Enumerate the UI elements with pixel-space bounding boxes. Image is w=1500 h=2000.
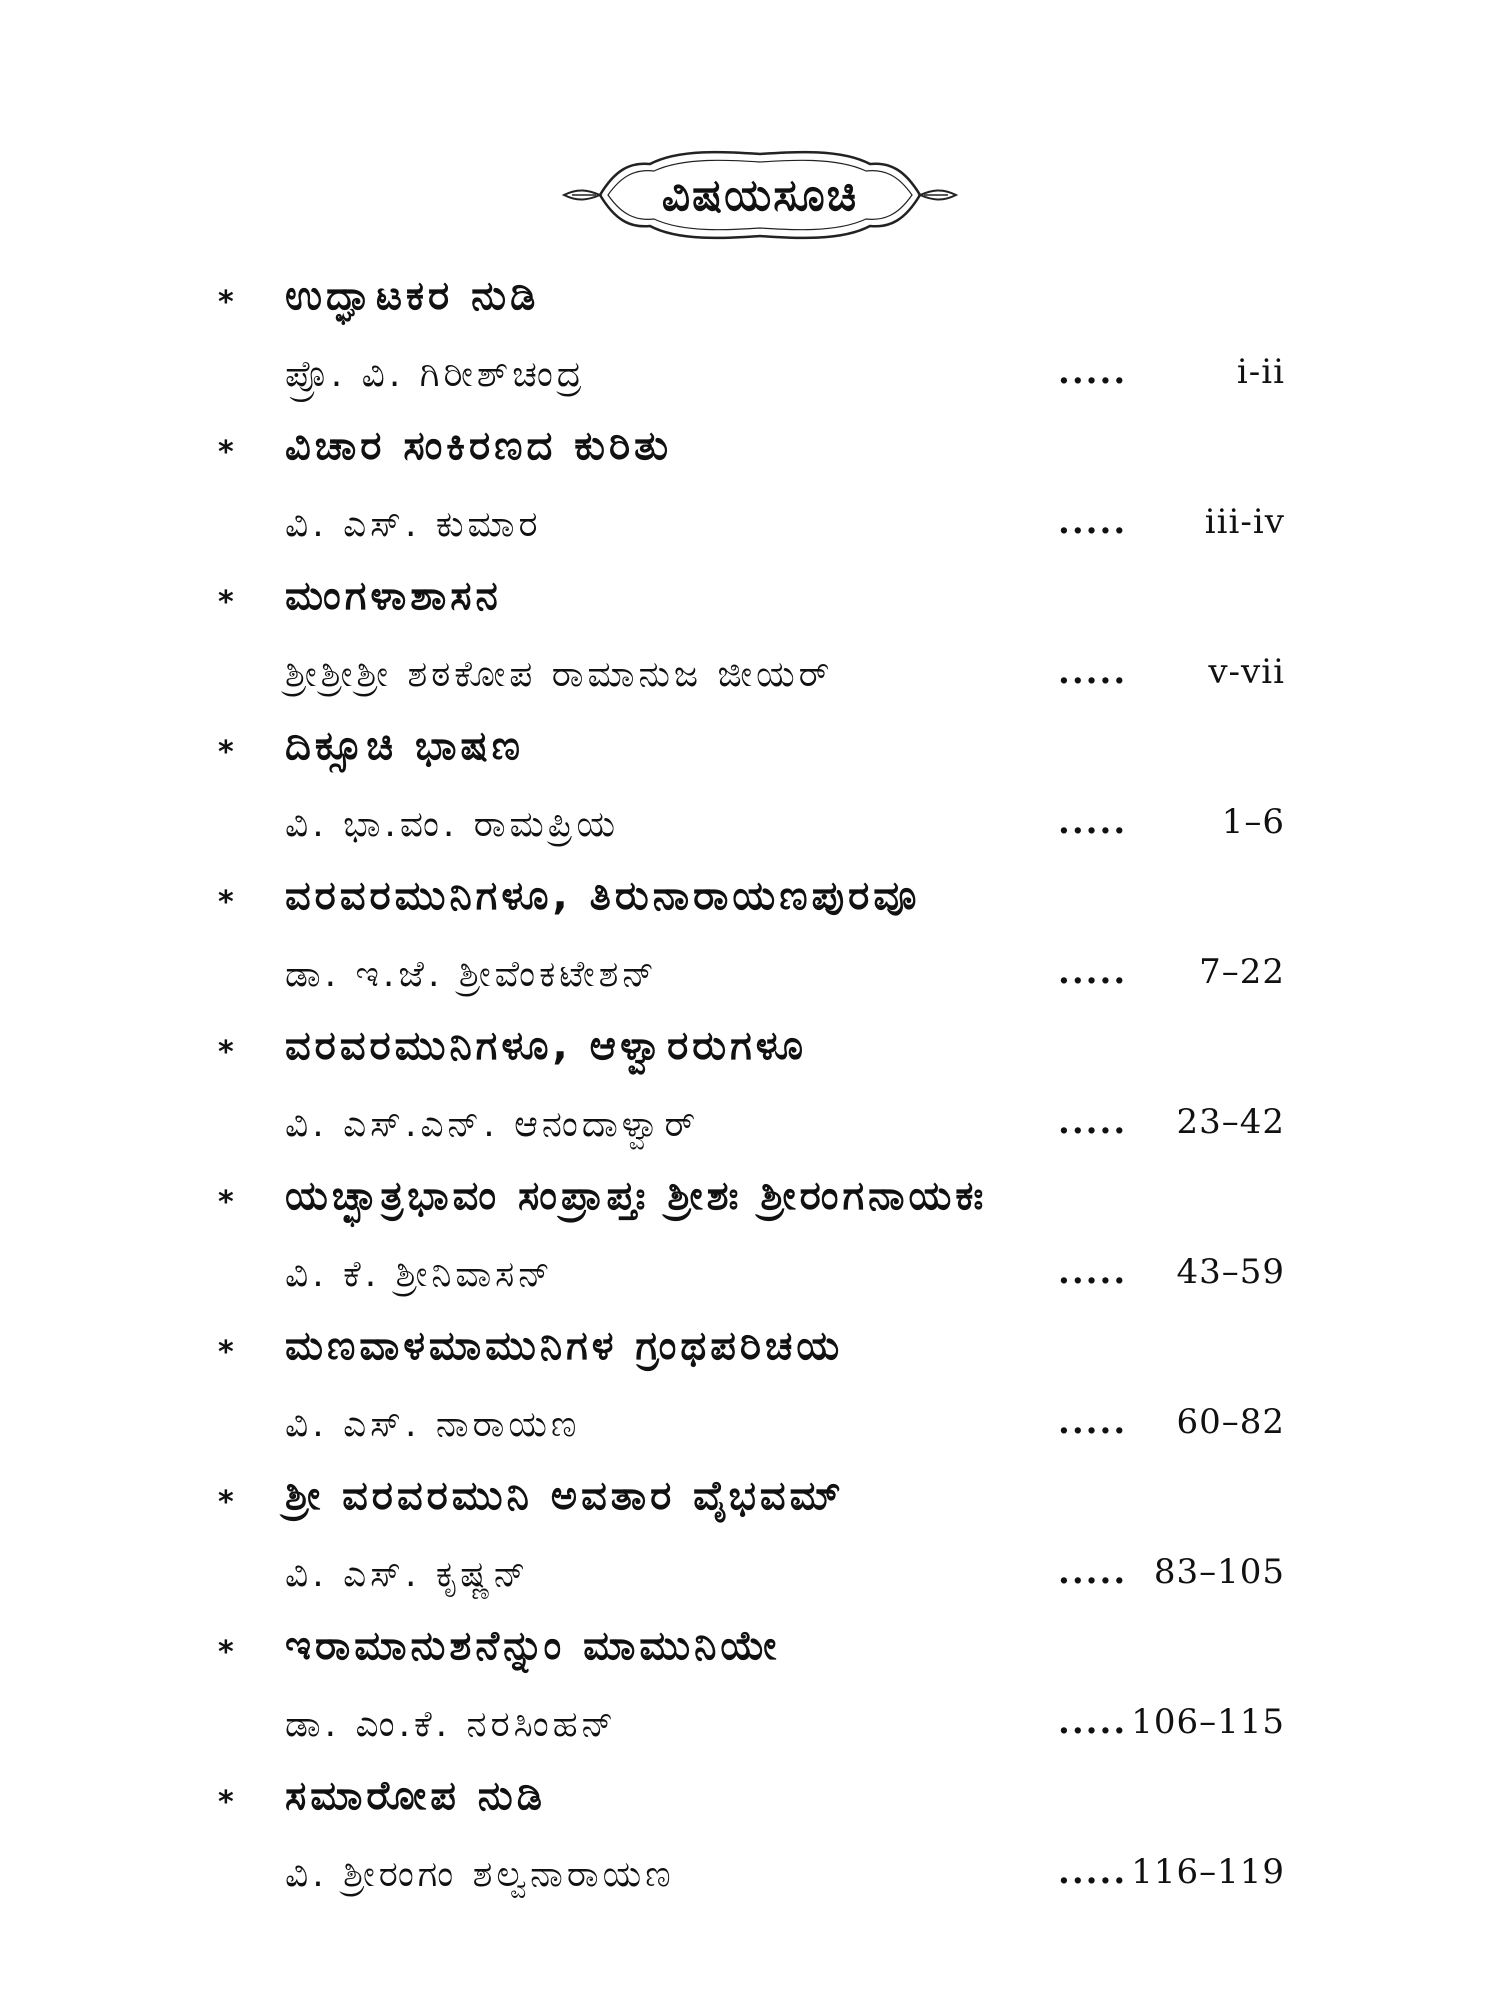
page-range: 116–119 (1131, 1852, 1285, 1892)
bullet-star-icon: * (218, 885, 234, 920)
entry-title: ಮಣವಾಳಮಾಮುನಿಗಳ ಗ್ರಂಥಪರಿಚಯ (285, 1323, 844, 1369)
dot-leader: ..... (1058, 1102, 1128, 1142)
bullet-star-icon: * (218, 1485, 234, 1520)
page-range: 1–6 (1221, 802, 1285, 842)
dot-leader: ..... (1058, 1552, 1128, 1592)
toc-entry (0, 1765, 1500, 1915)
dot-leader: ..... (1058, 502, 1128, 542)
entry-title-row (0, 1615, 1500, 1690)
page-range: 23–42 (1176, 1102, 1285, 1142)
toc-entry (0, 1165, 1500, 1315)
bullet-star-icon: * (218, 285, 234, 320)
page-title: ವಿಷಯಸೂಚಿ (661, 169, 859, 221)
entry-title-row (0, 1765, 1500, 1840)
page-range: 83–105 (1153, 1552, 1285, 1592)
entry-title: ಯಚ್ಛಾತ್ರಭಾವಂ ಸಂಪ್ರಾಪ್ತಃ ಶ್ರೀಶಃ ಶ್ರೀರಂಗನಾಯಕಃ (285, 1173, 988, 1219)
bullet-star-icon: * (218, 1785, 234, 1820)
entry-author-row (0, 1540, 1500, 1615)
toc-entry (0, 265, 1500, 415)
toc-entry (0, 1465, 1500, 1615)
bullet-star-icon: * (218, 585, 234, 620)
toc-entry (0, 415, 1500, 565)
page-range: i-ii (1236, 352, 1285, 392)
page-range: 7–22 (1199, 952, 1285, 992)
entry-title: ಶ್ರೀ ವರವರಮುನಿ ಅವತಾರ ವೈಭವಮ್ (285, 1473, 845, 1519)
entry-author: ಪ್ರೊ. ವಿ. ಗಿರೀಶ್‌ಚಂದ್ರ (285, 354, 586, 395)
toc-list (0, 265, 1500, 1915)
entry-title: ಉದ್ಘಾಟಕರ ನುಡಿ (285, 273, 540, 319)
entry-title: ಇರಾಮಾನುಶನೆನ್ನುಂ ಮಾಮುನಿಯೇ (285, 1623, 781, 1669)
entry-author-row (0, 1840, 1500, 1915)
page-range: iii-iv (1204, 502, 1285, 542)
entry-author-row (0, 1390, 1500, 1465)
entry-title-row (0, 865, 1500, 940)
entry-title: ಸಮಾರೋಪ ನುಡಿ (285, 1773, 546, 1819)
entry-title-row (0, 1015, 1500, 1090)
bullet-star-icon: * (218, 1035, 234, 1070)
dot-leader: ..... (1058, 1402, 1128, 1442)
entry-author: ವಿ. ಕೆ. ಶ್ರೀನಿವಾಸನ್ (285, 1254, 554, 1295)
heading-frame (560, 140, 960, 250)
entry-title-row (0, 1465, 1500, 1540)
bullet-star-icon: * (218, 1635, 234, 1670)
toc-entry (0, 1015, 1500, 1165)
entry-title-row (0, 415, 1500, 490)
page-range: 60–82 (1176, 1402, 1285, 1442)
bullet-star-icon: * (218, 1185, 234, 1220)
toc-entry (0, 715, 1500, 865)
entry-author: ವಿ. ಎಸ್. ಕುಮಾರ (285, 504, 542, 545)
dot-leader: ..... (1058, 1852, 1128, 1892)
toc-entry (0, 1315, 1500, 1465)
entry-author-row (0, 790, 1500, 865)
entry-title: ವಿಚಾರ ಸಂಕಿರಣದ ಕುರಿತು (285, 423, 673, 469)
dot-leader: ..... (1058, 652, 1128, 692)
bullet-star-icon: * (218, 735, 234, 770)
page-range: 43–59 (1176, 1252, 1285, 1292)
entry-title-row (0, 1315, 1500, 1390)
entry-author: ಡಾ. ಇ.ಜೆ. ಶ್ರೀವೆಂಕಟೇಶನ್ (285, 954, 659, 995)
dot-leader: ..... (1058, 1702, 1128, 1742)
entry-author: ವಿ. ಎಸ್.ಎನ್. ಆನಂದಾಳ್ವಾರ್ (285, 1104, 700, 1145)
entry-title-row (0, 1165, 1500, 1240)
entry-author: ವಿ. ಭಾ.ವಂ. ರಾಮಪ್ರಿಯ (285, 804, 619, 845)
page-range: v-vii (1208, 652, 1285, 692)
entry-title-row (0, 265, 1500, 340)
entry-title: ದಿಕ್ಸೂಚಿ ಭಾಷಣ (285, 723, 525, 769)
entry-title-row (0, 565, 1500, 640)
page-range: 106–115 (1131, 1702, 1285, 1742)
entry-title-row (0, 715, 1500, 790)
entry-title: ವರವರಮುನಿಗಳೂ, ತಿರುನಾರಾಯಣಪುರವೂ (285, 873, 921, 919)
entry-author-row (0, 490, 1500, 565)
dot-leader: ..... (1058, 352, 1128, 392)
entry-author-row (0, 1090, 1500, 1165)
bullet-star-icon: * (218, 1335, 234, 1370)
dot-leader: ..... (1058, 1252, 1128, 1292)
toc-entry (0, 865, 1500, 1015)
entry-author-row (0, 1240, 1500, 1315)
dot-leader: ..... (1058, 952, 1128, 992)
entry-author: ವಿ. ಶ್ರೀರಂಗಂ ಶಲ್ವನಾರಾಯಣ (285, 1854, 675, 1895)
toc-entry (0, 565, 1500, 715)
entry-author: ಡಾ. ಎಂ.ಕೆ. ನರಸಿಂಹನ್ (285, 1704, 618, 1745)
entry-title: ಮಂಗಳಾಶಾಸನ (285, 573, 502, 619)
entry-author-row (0, 940, 1500, 1015)
entry-title: ವರವರಮುನಿಗಳೂ, ಆಳ್ವಾರರುಗಳೂ (285, 1023, 808, 1069)
toc-entry (0, 1615, 1500, 1765)
entry-author-row (0, 1690, 1500, 1765)
entry-author-row (0, 340, 1500, 415)
bullet-star-icon: * (218, 435, 234, 470)
entry-author-row (0, 640, 1500, 715)
entry-author: ಶ್ರೀಶ್ರೀಶ್ರೀ ಶಠಕೋಪ ರಾಮಾನುಜ ಜೀಯರ್ (285, 654, 834, 695)
entry-author: ವಿ. ಎಸ್. ನಾರಾಯಣ (285, 1404, 581, 1445)
dot-leader: ..... (1058, 802, 1128, 842)
entry-author: ವಿ. ಎಸ್. ಕೃಷ್ಣನ್ (285, 1554, 530, 1595)
